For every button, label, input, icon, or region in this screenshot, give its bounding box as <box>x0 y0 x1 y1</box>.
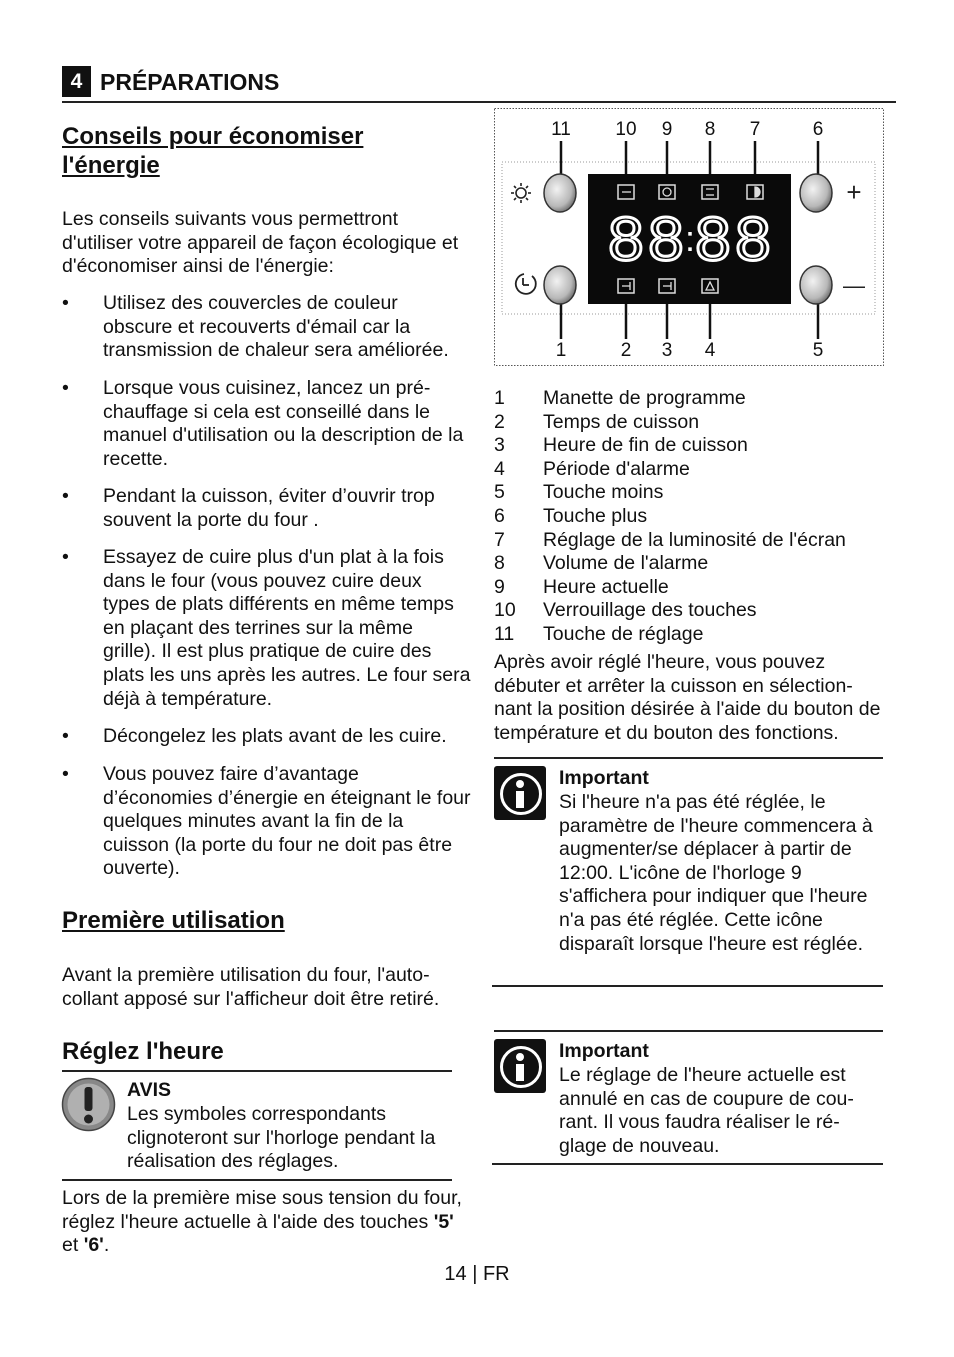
info1-top-rule <box>494 757 883 759</box>
legend-text: Verrouillage des touches <box>543 599 757 622</box>
energy-title <box>62 122 462 180</box>
legend-number: 8 <box>494 552 505 575</box>
plus-symbol: + <box>846 177 862 207</box>
label-11: 11 <box>551 119 571 140</box>
legend-text: Touche moins <box>543 481 664 504</box>
after-setting-text: Après avoir réglé l'heure, vous pouvez débuter et arrêter la cuisson en sélection-nant la position désirée à l'aide du bouton de température et du bouton des fonctions. <box>494 651 881 744</box>
section-title: PRÉPARATIONS <box>100 69 280 95</box>
energy-intro: Les conseils suivants vous permettront d'utiliser votre appareil de façon écologique et d'économiser ainsi de l'énergie: <box>62 208 459 278</box>
label-6: 6 <box>812 119 824 140</box>
label-4: 4 <box>704 340 716 361</box>
digit-4: 8 <box>733 208 773 280</box>
info2-bottom-rule <box>492 1163 883 1165</box>
digit-1: 8 <box>606 208 646 280</box>
set-time-text <box>62 1187 462 1258</box>
legend-text: Heure de fin de cuisson <box>543 434 748 457</box>
first-use-text: Avant la première utilisation du four, l'auto-collant apposé sur l'afficheur doit être retiré. <box>62 964 440 1010</box>
label-5: 5 <box>812 340 824 361</box>
legend-text: Période d'alarme <box>543 457 690 480</box>
knob-1 <box>544 266 576 304</box>
display-colon: : <box>684 218 696 259</box>
legend-number: 4 <box>494 457 505 480</box>
bullet-dot: • <box>62 763 69 785</box>
section-number-badge <box>62 66 91 97</box>
legend-text: Manette de programme <box>543 387 746 409</box>
bullet-dot: • <box>62 546 69 568</box>
energy-title-line2: l'énergie <box>62 152 160 179</box>
legend-number: 9 <box>494 575 505 598</box>
key-6: '6' <box>83 1234 104 1257</box>
legend-number: 5 <box>494 481 505 504</box>
info-icon <box>494 1039 546 1093</box>
first-use-title: Première utilisation <box>62 907 285 934</box>
bullet-text: Lorsque vous cuisinez, lancez un pré-chauffage si cela est conseillé dans le manuel d'utilisation ou la description de la recette. <box>103 377 464 470</box>
bullet-text: Pendant la cuisson, éviter d’ouvrir trop souvent la porte du four . <box>103 485 435 531</box>
bullet-text: Essayez de cuire plus d'un plat à la fois dans le four (vous pouvez cuire deux types de plats différents en même temps en plaçant des terrines sur la même grille). Il est plus pratique de cuire des plats les uns après les autres. Le four sera déjà à température. <box>103 546 471 710</box>
set-time-text-c: . <box>103 1234 110 1257</box>
avis-bottom-rule <box>62 1179 452 1181</box>
avis-text: Les symboles correspondants clignoteront sur l'horloge pendant la réalisation des réglages. <box>127 1103 436 1173</box>
legend-number: 6 <box>494 505 505 527</box>
legend-text: Touche plus <box>543 505 648 527</box>
warning-icon <box>61 1077 116 1132</box>
energy-title-line1: Conseils pour économiser <box>62 123 364 150</box>
legend-text: Heure actuelle <box>543 575 669 598</box>
bullet-dot: • <box>62 485 69 507</box>
legend-text: Volume de l'alarme <box>543 552 709 575</box>
digit-2: 8 <box>646 208 686 280</box>
legend-number: 3 <box>494 434 505 457</box>
info2-top-rule <box>494 1030 883 1032</box>
info2-title: Important <box>559 1040 649 1062</box>
set-time-text-b: et <box>62 1234 84 1257</box>
knob-5 <box>800 266 832 304</box>
legend-number: 1 <box>494 387 505 409</box>
bullet-dot: • <box>62 725 69 747</box>
label-9: 9 <box>661 119 673 140</box>
knob-6 <box>800 174 832 212</box>
info1-title: Important <box>559 767 649 789</box>
info2-text: Le réglage de l'heure actuelle est annulé en cas de coupure de cou-rant. Il vous faudra réaliser le ré-glage de nouveau. <box>559 1064 854 1157</box>
bullet-text: Décongelez les plats avant de les cuire. <box>103 725 447 747</box>
section-number: 4 <box>70 70 83 93</box>
info1-text: Si l'heure n'a pas été réglée, le paramètre de l'heure commencera à augmenter/se déplacer à partir de 12:00. L'icône de l'horloge 9 s'affichera pour indiquer que l'heure n'a pas été réglée. Cette icône disparaît lorsque l'heure est réglée. <box>559 791 873 955</box>
legend-text: Touche de réglage <box>543 623 704 645</box>
bullet-text: Vous pouvez faire d’avantage d’économies d’énergie en éteignant le four quelques minutes avant la fin de la cuisson (la porte du four ne doit pas être ouverte). <box>103 763 471 880</box>
control-panel-diagram <box>494 108 885 368</box>
label-3: 3 <box>661 340 673 361</box>
avis-top-rule <box>62 1070 452 1072</box>
set-time-title: Réglez l'heure <box>62 1038 224 1065</box>
bullet-dot: • <box>62 377 69 399</box>
legend-text: Réglage de la luminosité de l'écran <box>543 528 846 551</box>
legend-number: 11 <box>494 623 515 645</box>
label-1: 1 <box>555 340 567 361</box>
legend-number: 10 <box>494 599 516 622</box>
label-2: 2 <box>620 340 632 361</box>
knob-11 <box>544 174 576 212</box>
label-8: 8 <box>704 119 716 140</box>
legend-number: 2 <box>494 410 505 433</box>
page-number: 14 | FR <box>444 1263 510 1285</box>
label-10: 10 <box>615 119 637 140</box>
digit-3: 8 <box>693 208 733 280</box>
key-5: '5' <box>433 1210 454 1233</box>
info1-bottom-rule <box>492 985 883 987</box>
legend-text: Temps de cuisson <box>543 410 700 433</box>
legend-number: 7 <box>494 528 505 551</box>
avis-title: AVIS <box>127 1079 172 1101</box>
label-7: 7 <box>749 119 761 140</box>
bullet-dot: • <box>62 292 69 314</box>
info-icon <box>494 766 546 820</box>
header-rule <box>62 101 896 103</box>
set-time-text-a: Lors de la première mise sous tension du four, réglez l'heure actuelle à l'aide des touches <box>62 1187 462 1233</box>
bullet-text: Utilisez des couvercles de couleur obscure et recouverts d'émail car la transmission de chaleur sera améliorée. <box>103 292 449 362</box>
minus-symbol: — <box>843 273 865 298</box>
